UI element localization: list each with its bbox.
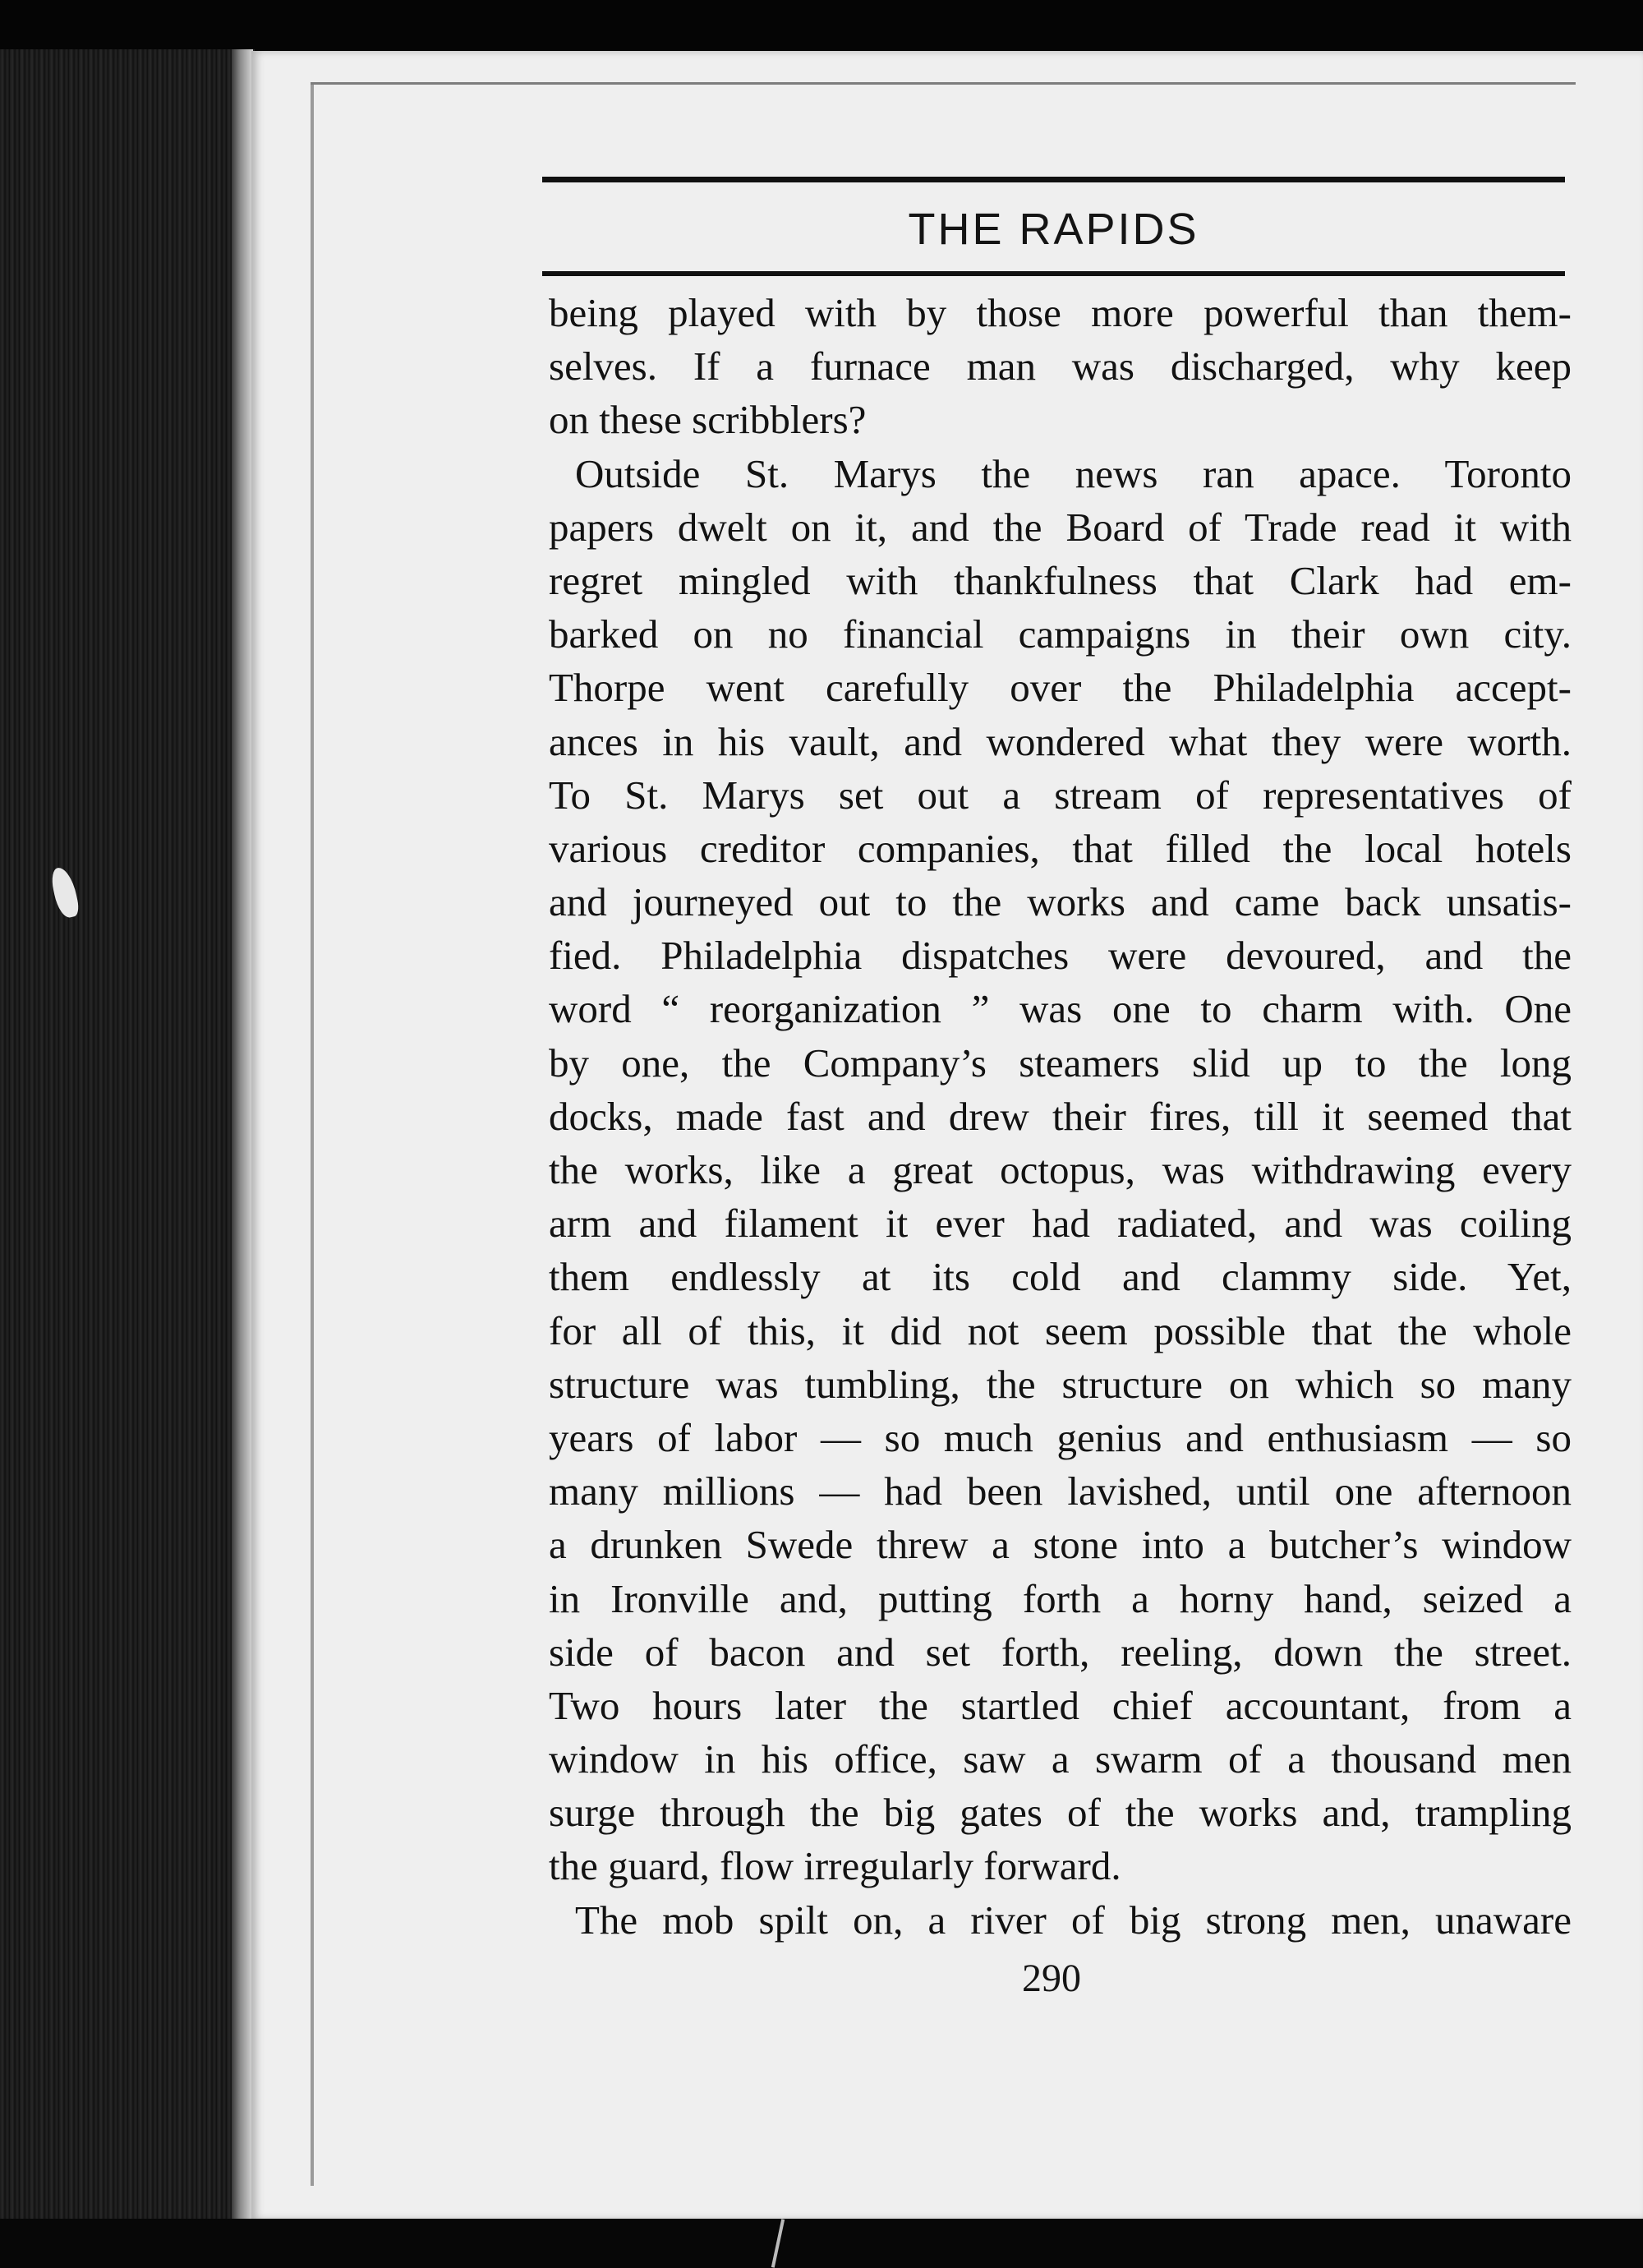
text-line: window in his office, saw a swarm of a thousand men	[549, 1736, 1572, 1782]
text-line: various creditor companies, that filled the local hotels	[549, 825, 1572, 871]
text-line: and journeyed out to the works and came back unsatis-	[549, 879, 1572, 925]
text-line: many millions — had been lavished, until one afternoon	[549, 1468, 1572, 1514]
text-line: structure was tumbling, the structure on which so many	[549, 1361, 1572, 1407]
text-line: Outside St. Marys the news ran apace. Toronto	[575, 450, 1572, 496]
header-rule-bottom	[542, 271, 1565, 276]
text-line: barked on no financial campaigns in their own city.	[549, 611, 1572, 657]
text-line: Two hours later the startled chief accountant, from a	[549, 1682, 1572, 1728]
text-line: word “ reorganization ” was one to charm with. One	[549, 986, 1572, 1032]
text-line: surge through the big gates of the works and, trampling	[549, 1790, 1572, 1836]
text-line: being played with by those more powerful than them-	[549, 290, 1572, 335]
text-line: fied. Philadelphia dispatches were devoured, and the	[549, 933, 1572, 979]
header-rule-top	[542, 177, 1565, 182]
body-text	[549, 286, 1572, 1947]
text-line: To St. Marys set out a stream of representatives of	[549, 772, 1572, 818]
text-line: docks, made fast and drew their fires, till it seemed that	[549, 1093, 1572, 1139]
text-line: papers dwelt on it, and the Board of Trade read it with	[549, 504, 1572, 550]
running-head: THE RAPIDS	[908, 205, 1199, 254]
text-line: side of bacon and set forth, reeling, down the street.	[549, 1629, 1572, 1675]
text-line: The mob spilt on, a river of big strong men, unaware	[575, 1897, 1572, 1943]
text-line: them endlessly at its cold and clammy side. Yet,	[549, 1254, 1572, 1300]
spine-page-edge	[232, 49, 253, 2219]
text-line: regret mingled with thankfulness that Clark had em-	[549, 557, 1572, 603]
page-top-edge	[311, 82, 1576, 85]
page-number: 290	[1022, 1957, 1081, 2000]
text-line: on these scribblers?	[549, 397, 867, 443]
text-line: selves. If a furnace man was discharged, why keep	[549, 343, 1572, 390]
text-line: the guard, flow irregularly forward.	[549, 1843, 1121, 1889]
text-line: for all of this, it did not seem possible that the whole	[549, 1307, 1572, 1353]
text-line: ances in his vault, and wondered what they were worth.	[549, 718, 1572, 764]
text-line: Thorpe went carefully over the Philadelphia accept-	[549, 665, 1572, 711]
text-line: a drunken Swede threw a stone into a butcher’s window	[549, 1522, 1572, 1568]
text-line: by one, the Company’s steamers slid up to the long	[549, 1040, 1572, 1086]
book-spine	[0, 49, 255, 2268]
text-line: years of labor — so much genius and enthusiasm — so	[549, 1414, 1572, 1460]
text-line: the works, like a great octopus, was withdrawing every	[549, 1147, 1572, 1192]
text-line: arm and filament it ever had radiated, and was coiling	[549, 1201, 1572, 1247]
scan-bottom-border	[0, 2219, 1643, 2268]
text-line: in Ironville and, putting forth a horny hand, seized a	[549, 1575, 1572, 1621]
page-inner-edge	[311, 82, 314, 2186]
